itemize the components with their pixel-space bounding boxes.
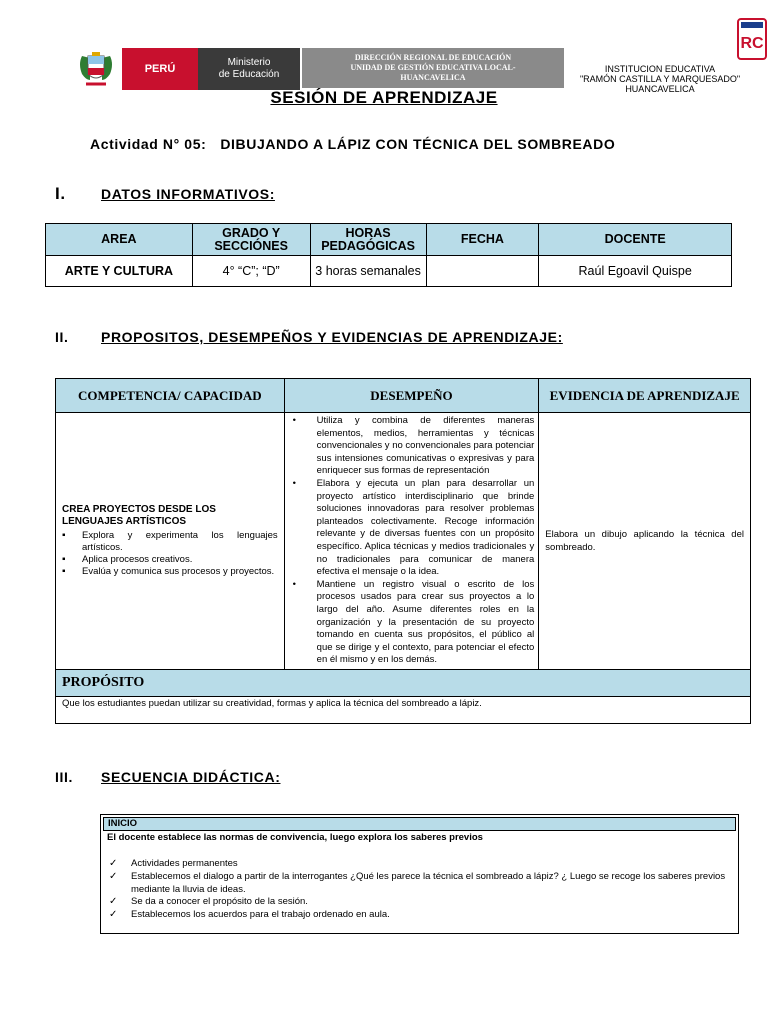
cell-area: ARTE Y CULTURA: [46, 256, 193, 287]
desempenos-list: [289, 415, 535, 667]
inicio-label: INICIO: [103, 817, 736, 831]
section-title: SECUENCIA DIDÁCTICA:: [101, 769, 281, 785]
direccion-regional-banner: [302, 48, 564, 88]
institucion-line: "RAMÓN CASTILLA Y MARQUESADO": [579, 74, 741, 84]
cell-horas: 3 horas semanales: [310, 256, 426, 287]
capacidades-list: [62, 530, 278, 578]
list-item: ✓ Establecemos el dialogo a partir de la interrogantes ¿Qué les parece la técnica el sombreado a lápiz? ¿ Luego se recoge los saberes previos mediante la lluvia de ideas.: [131, 871, 738, 897]
section-title: DATOS INFORMATIVOS:: [101, 186, 275, 202]
peru-label: PERÚ: [122, 48, 198, 90]
peru-ministry-logo: [70, 48, 300, 90]
cell-docente: Raúl Egoavil Quispe: [539, 256, 732, 287]
list-item: ✓ Establecemos los acuerdos para el trabajo ordenado en aula.: [131, 909, 738, 922]
list-item: ▪ Evalúa y comunica sus procesos y proyectos.: [82, 566, 278, 578]
direccion-line: UNIDAD DE GESTIÓN EDUCATIVA LOCAL-: [350, 63, 516, 72]
header-cell-desempeno: DESEMPEÑO: [284, 379, 539, 413]
header-cell-docente: DOCENTE: [539, 224, 732, 256]
list-item: ✓ Actividades permanentes: [131, 858, 738, 871]
inicio-description: El docente establece las normas de convivencia, luego explora los saberes previos: [107, 832, 483, 843]
table-header-row: [56, 379, 751, 413]
list-item: • Mantiene un registro visual o escrito de los procesos usados para crear sus proyectos a lo largo del año. Asume diferentes roles en la organización y la presentación de su proyecto tomando en cuenta sus propósitos, el público al que se dirige y el contexto, para potenciar el efecto en él mismo y en los demás.: [317, 579, 535, 667]
section-number: III.: [55, 769, 73, 785]
ministry-label: [198, 48, 300, 90]
ministry-line1: Ministerio: [227, 57, 271, 68]
list-item: ▪ Explora y experimenta los lenguajes artísticos.: [82, 530, 278, 554]
session-title: SESIÓN DE APRENDIZAJE: [270, 88, 498, 107]
header-cell-horas: HORAS PEDAGÓGICAS: [310, 224, 426, 256]
table-row: [56, 413, 751, 670]
svg-text:RC: RC: [740, 35, 764, 52]
proposito-header-row: [56, 669, 751, 696]
table-row: [46, 256, 732, 287]
evidencia-cell: Elabora un dibujo aplicando la técnica del sombreado.: [539, 413, 751, 670]
section-number: II.: [55, 329, 69, 345]
list-item: ✓ Se da a conocer el propósito de la sesión.: [131, 896, 738, 909]
section-secuencia: [55, 769, 280, 785]
proposito-text: Que los estudiantes puedan utilizar su creatividad, formas y aplica la técnica del sombreado a lápiz.: [56, 696, 751, 723]
inicio-list: [101, 858, 738, 922]
cell-grado: 4° “C”; “D”: [192, 256, 310, 287]
section-title: PROPOSITOS, DESEMPEÑOS Y EVIDENCIAS DE APRENDIZAJE:: [101, 329, 563, 345]
header-cell-evidencia: EVIDENCIA DE APRENDIZAJE: [539, 379, 751, 413]
proposito-label: PROPÓSITO: [56, 669, 751, 696]
cell-fecha: [426, 256, 539, 287]
school-emblem-icon: [737, 18, 767, 60]
header-cell-grado: GRADO Y SECCIÓNES: [192, 224, 310, 256]
secuencia-box: [100, 814, 739, 934]
proposito-text-row: [56, 696, 751, 723]
institucion-line: INSTITUCION EDUCATIVA: [604, 64, 716, 74]
ministry-line2: de Educación: [218, 69, 280, 80]
list-item: • Utiliza y combina de diferentes maneras elementos, medios, herramientas y técnicas convencionales y no convencionales para potenciar sus intensiones comunicativas o expresivas y para enriquecer sus formas de representación: [317, 415, 535, 478]
institucion-line: HUANCAVELICA: [625, 84, 695, 94]
propositos-table: [55, 378, 751, 724]
peru-coat-of-arms-icon: [70, 48, 122, 90]
header-cell-competencia: COMPETENCIA/ CAPACIDAD: [56, 379, 285, 413]
section-propositos: [55, 329, 563, 345]
section-number: I.: [55, 184, 66, 203]
list-item: • Elabora y ejecuta un plan para desarrollar un proyecto artístico interdisciplinario que brinde soluciones innovadoras para resolver problemas planteados colectivamente. Recoge información relevante y de diversas fuentes con un propósito específico. Aplica técnicas y medios tradicionales y no tradicionales para comunicar de manera efectiva el mensaje o la idea.: [317, 478, 535, 579]
header-cell-fecha: FECHA: [426, 224, 539, 256]
competencia-title: CREA PROYECTOS DESDE LOS LENGUAJES ARTÍSTICOS: [62, 503, 216, 527]
activity-label: Actividad N° 05:: [90, 136, 207, 152]
list-item: ▪ Aplica procesos creativos.: [82, 554, 278, 566]
direccion-line: DIRECCIÓN REGIONAL DE EDUCACIÓN: [354, 53, 512, 62]
activity-line: [90, 136, 615, 152]
activity-name: DIBUJANDO A LÁPIZ CON TÉCNICA DEL SOMBREADO: [220, 136, 616, 152]
direccion-line: HUANCAVELICA: [400, 73, 466, 82]
header-cell-area: AREA: [46, 224, 193, 256]
competencia-cell: [56, 413, 285, 670]
section-datos-informativos: [55, 184, 275, 204]
desempeno-cell: [284, 413, 539, 670]
table-header-row: [46, 224, 732, 256]
datos-informativos-table: [45, 223, 732, 287]
